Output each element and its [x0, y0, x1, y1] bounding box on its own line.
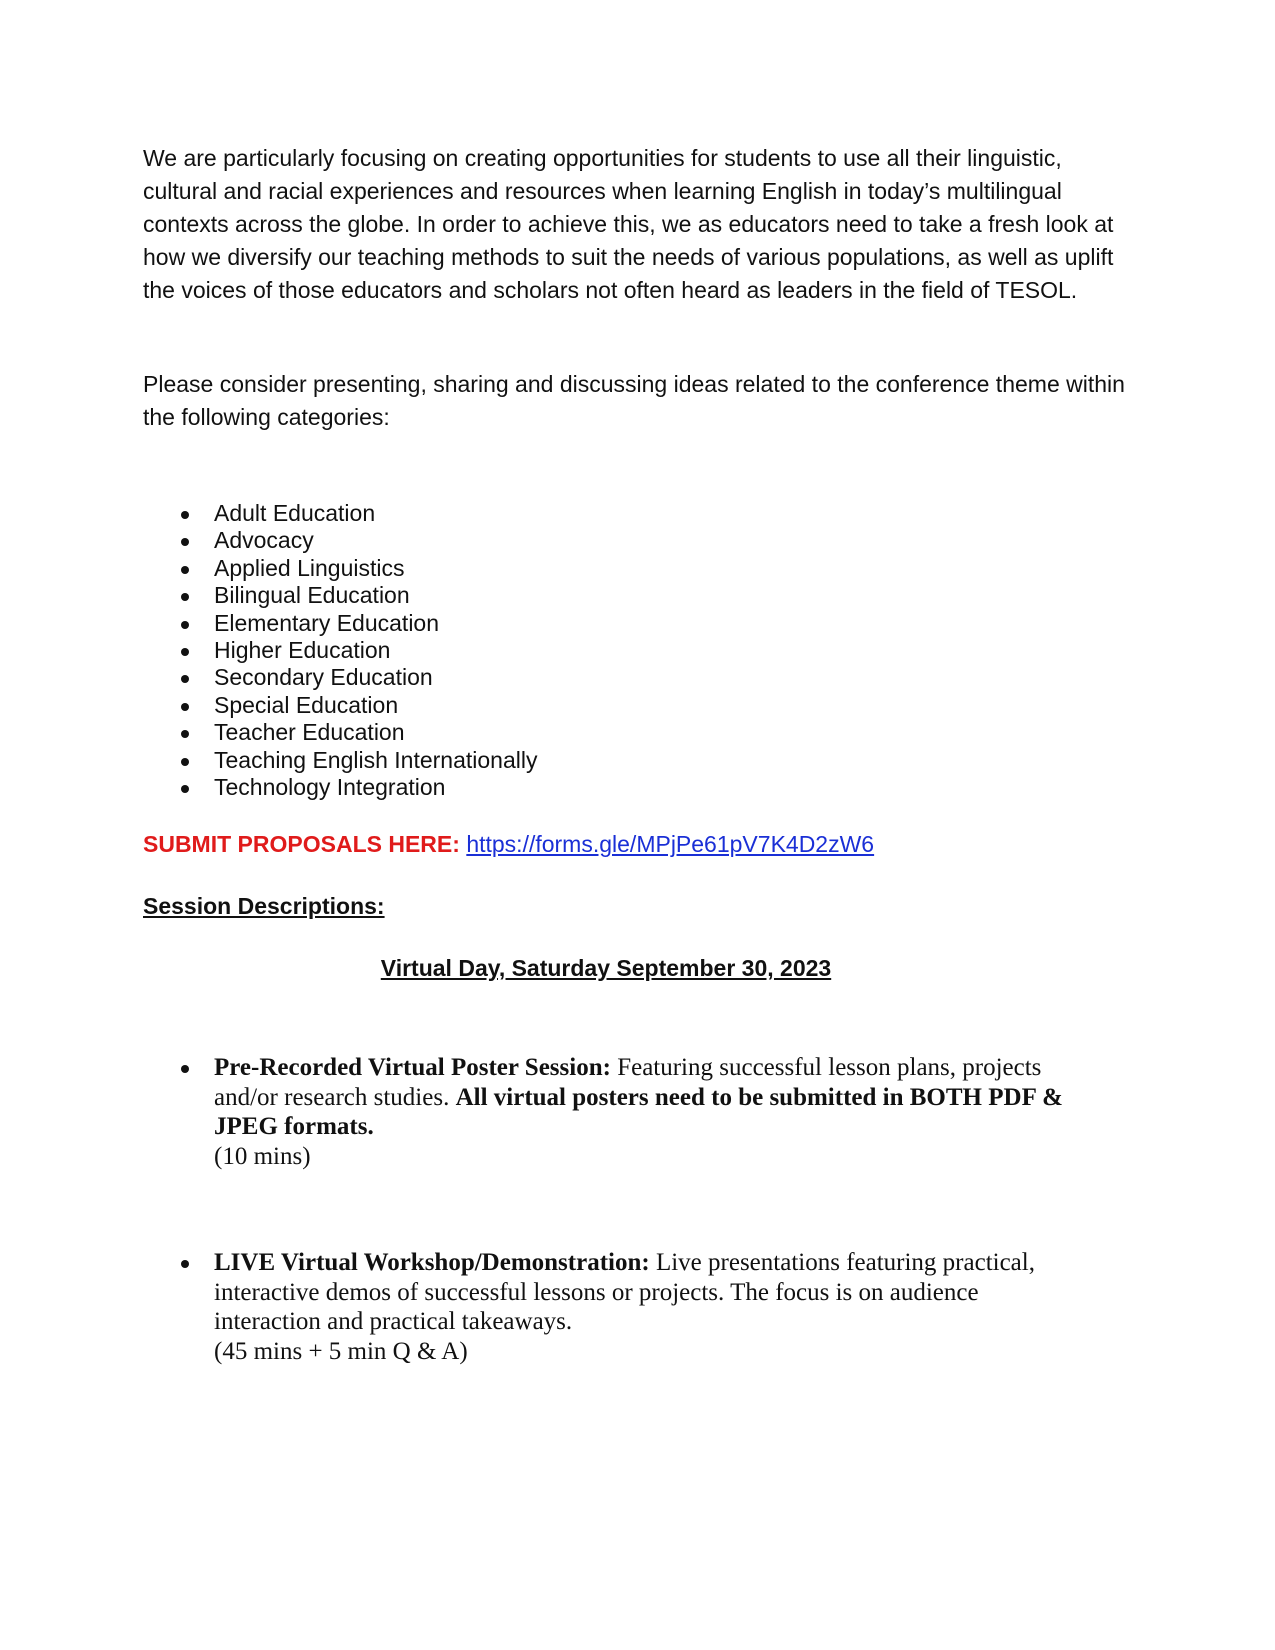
category-label: Adult Education	[214, 500, 376, 526]
session-emphasis: All virtual posters need to be submitted in BOTH PDF & JPEG formats.	[214, 1083, 1063, 1140]
session-duration: (45 mins + 5 min Q & A)	[214, 1337, 468, 1365]
category-label: Bilingual Education	[214, 582, 410, 609]
session-description: Live presentations featuring practical, interactive demos of successful lessons or projects. The focus is on audience interaction and practical takeaways.	[214, 1249, 1035, 1335]
category-list	[143, 500, 843, 801]
consider-paragraph: Please consider presenting, sharing and discussing ideas related to the conference theme within the following categories:	[143, 371, 1125, 430]
bullet-icon	[181, 785, 189, 793]
bullet-icon	[181, 730, 189, 738]
category-label: Advocacy	[214, 527, 314, 554]
submit-proposals-line	[143, 829, 874, 859]
list-item	[143, 774, 843, 801]
bullet-icon	[181, 648, 189, 656]
list-item	[143, 582, 843, 609]
bullet-icon	[181, 538, 189, 546]
session-description: Featuring successful lesson plans, projects and/or research studies.	[214, 1054, 1042, 1111]
session-title: LIVE Virtual Workshop/Demonstration:	[214, 1249, 650, 1276]
category-label: Secondary Education	[214, 664, 433, 691]
bullet-icon	[181, 593, 189, 601]
category-label: Special Education	[214, 691, 399, 718]
bullet-icon	[181, 703, 189, 711]
bullet-icon	[181, 566, 189, 574]
bullet-icon	[181, 621, 189, 629]
bullet-icon	[181, 511, 189, 519]
virtual-day-heading: Virtual Day, Saturday September 30, 2023	[380, 955, 832, 981]
category-label: Teaching English Internationally	[214, 746, 538, 773]
list-item	[143, 527, 843, 554]
session-descriptions-heading: Session Descriptions:	[143, 893, 385, 919]
session-list	[143, 1248, 1078, 1366]
session-item-workshop	[143, 1248, 1078, 1366]
list-item	[143, 610, 843, 637]
list-item	[143, 747, 843, 774]
list-item	[143, 555, 843, 582]
category-label: Applied Linguistics	[214, 554, 405, 581]
category-label: Teacher Education	[214, 719, 405, 746]
category-label: Elementary Education	[214, 609, 440, 636]
category-label: Technology Integration	[214, 773, 446, 800]
session-list	[143, 1053, 1078, 1171]
session-duration: (10 mins)	[214, 1142, 311, 1170]
category-label: Higher Education	[214, 636, 391, 663]
session-title: Pre-Recorded Virtual Poster Session:	[214, 1054, 611, 1081]
submit-proposals-label: SUBMIT PROPOSALS HERE:	[143, 831, 460, 857]
bullet-icon	[181, 1065, 189, 1073]
submit-proposals-link[interactable]: https://forms.gle/MPjPe61pV7K4D2zW6	[466, 831, 875, 857]
list-item	[143, 692, 843, 719]
bullet-icon	[181, 758, 189, 766]
list-item	[143, 664, 843, 691]
list-item	[143, 637, 843, 664]
bullet-icon	[181, 675, 189, 683]
list-item	[143, 500, 843, 527]
list-item	[143, 719, 843, 746]
intro-paragraph: We are particularly focusing on creating opportunities for students to use all their linguistic, cultural and racial experiences and resources when learning English in today’s multilingual contexts across the globe. In order to achieve this, we as educators need to take a fresh look at how we diversify our teaching methods to suit the needs of various populations, as well as uplift the voices of those educators and scholars not often heard as leaders in the field of TESOL.	[143, 145, 1114, 303]
bullet-icon	[181, 1260, 189, 1268]
session-item-poster	[143, 1053, 1078, 1171]
